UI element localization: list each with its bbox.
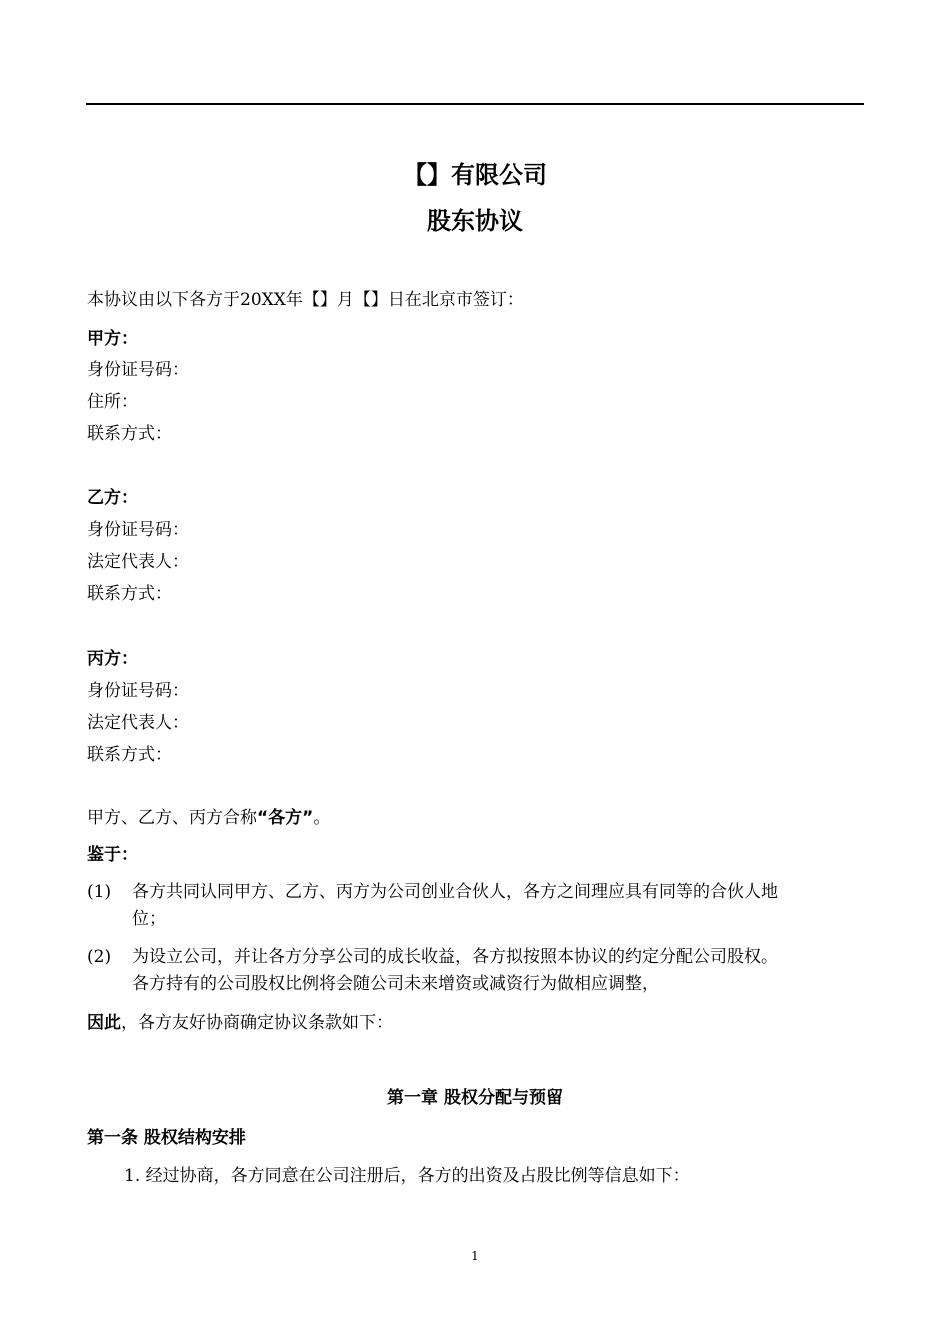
document-title: 股东协议 <box>427 207 523 235</box>
party-c-label: 丙方： <box>87 649 138 669</box>
party-c-contact: 联系方式： <box>87 745 172 765</box>
party-b-id: 身份证号码： <box>87 520 189 540</box>
whereas-item-text: 各方持有的公司股权比例将会随公司未来增资或减资行为做相应调整， <box>132 974 659 994</box>
collective-suffix: 。 <box>313 808 331 828</box>
party-c-id: 身份证号码： <box>87 681 189 701</box>
party-b-contact: 联系方式： <box>87 584 172 604</box>
whereas-heading: 鉴于： <box>87 845 138 865</box>
therefore-clause <box>87 1011 393 1035</box>
whereas-item-number: (1) <box>87 882 112 902</box>
whereas-item-text: 为设立公司，并让各方分享公司的成长收益，各方拟按照本协议的约定分配公司股权。 <box>132 947 778 967</box>
whereas-item-text: 各方共同认同甲方、乙方、丙方为公司创业合伙人，各方之间理应具有同等的合伙人地 <box>132 882 778 902</box>
collective-definition <box>87 806 330 830</box>
party-c-legal-rep: 法定代表人： <box>87 713 189 733</box>
header-rule <box>86 103 864 105</box>
whereas-item-number: (2) <box>87 947 112 967</box>
party-a-address: 住所： <box>87 392 138 412</box>
collective-prefix: 甲方、乙方、丙方合称 <box>87 808 257 828</box>
page-number: 1 <box>471 1249 479 1263</box>
chapter-title: 第一章 股权分配与预留 <box>387 1088 563 1108</box>
whereas-item-text: 位； <box>132 909 166 929</box>
therefore-rest: ，各方友好协商确定协议条款如下： <box>121 1013 393 1033</box>
therefore-bold: 因此 <box>87 1013 121 1033</box>
article-title: 第一条 股权结构安排 <box>87 1128 246 1148</box>
intro-text: 本协议由以下各方于20XX年【】月【】日在北京市签订： <box>87 290 524 310</box>
collective-term: “各方” <box>257 808 314 828</box>
party-b-label: 乙方： <box>87 488 138 508</box>
party-b-legal-rep: 法定代表人： <box>87 552 189 572</box>
party-a-contact: 联系方式： <box>87 424 172 444</box>
clause-text: 1. 经过协商，各方同意在公司注册后，各方的出资及占股比例等信息如下： <box>124 1166 690 1186</box>
party-a-id: 身份证号码： <box>87 360 189 380</box>
party-a-label: 甲方： <box>87 329 138 349</box>
company-name: 【】有限公司 <box>403 161 547 189</box>
